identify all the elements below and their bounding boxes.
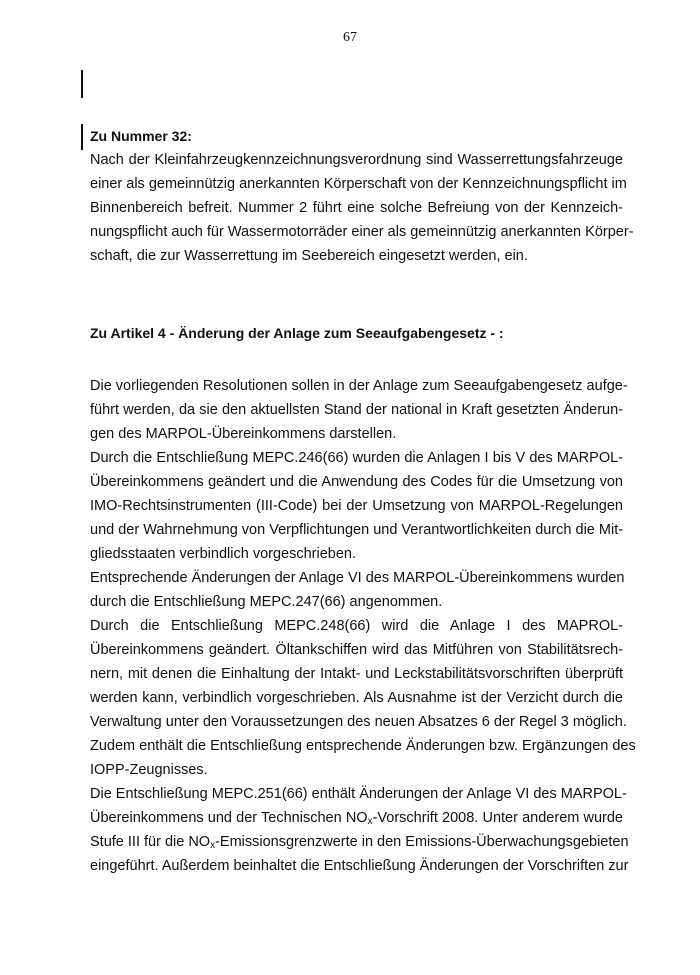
body-line: durch die Entschließung MEPC.247(66) angenommen. xyxy=(90,594,443,610)
body-line: Durch die Entschließung MEPC.248(66) wird die Anlage I des MAPROL- xyxy=(90,618,623,634)
text-run: -Vorschrift 2008. Unter anderem wurde xyxy=(372,810,623,826)
section-artikel-4 xyxy=(90,321,636,878)
body-line: nungspflicht auch für Wassermotorräder einer als gemeinnützig anerkannten Körper- xyxy=(90,224,634,240)
body-line: Nach der Kleinfahrzeugkennzeichnungsverordnung sind Wasserrettungsfahrzeuge xyxy=(90,152,623,168)
body-line: Übereinkommens geändert. Öltankschiffen wird das Mitführen von Stabilitätsrech- xyxy=(90,642,623,658)
document-body xyxy=(90,124,636,878)
body-line: IMO-Rechtsinstrumenten (III-Code) bei der Umsetzung von MARPOL-Regelungen xyxy=(90,498,623,514)
change-bar-heading xyxy=(81,124,83,150)
body-line: und der Wahrnehmung von Verpflichtungen und Verantwortlichkeiten durch die Mit- xyxy=(90,522,624,538)
body-line: Verwaltung unter den Voraussetzungen des neuen Absatzes 6 der Regel 3 möglich. xyxy=(90,714,627,730)
paragraph xyxy=(90,374,628,446)
body-line: führt werden, da sie den aktuellsten Stand der national in Kraft gesetzten Änderun- xyxy=(90,402,623,418)
body-line: Die Entschließung MEPC.251(66) enthält Änderungen der Anlage VI des MARPOL- xyxy=(90,786,627,802)
body-line: gliedsstaaten verbindlich vorgeschrieben. xyxy=(90,546,356,562)
body-line: werden kann, verbindlich vorgeschrieben. Als Ausnahme ist der Verzicht durch die xyxy=(90,690,623,706)
body-line: Die vorliegenden Resolutionen sollen in der Anlage zum Seeaufgabengesetz aufge- xyxy=(90,378,628,394)
change-bar-top xyxy=(81,70,83,98)
section-heading-nummer-32: Zu Nummer 32: xyxy=(90,128,192,144)
body-line xyxy=(90,830,629,854)
body-line: nern, mit denen die Einhaltung der Intakt- und Leckstabilitätsvorschriften überprüft xyxy=(90,666,623,682)
body-line: Übereinkommens geändert und die Anwendung des Codes für die Umsetzung von xyxy=(90,474,623,490)
paragraph xyxy=(90,446,623,566)
text-run: -Emissionsgrenzwerte in den Emissions-Überwachungsgebieten xyxy=(215,834,629,850)
body-line: eingeführt. Außerdem beinhaltet die Entschließung Änderungen der Vorschriften zur xyxy=(90,858,629,874)
section-nummer-32 xyxy=(90,124,634,268)
body-line: Zudem enthält die Entschließung entsprechende Änderungen bzw. Ergänzungen des xyxy=(90,738,636,754)
paragraph xyxy=(90,614,636,782)
text-run: Übereinkommens und der Technischen NO xyxy=(90,810,368,826)
body-line: schaft, die zur Wasserrettung im Seebereich eingesetzt werden, ein. xyxy=(90,248,528,264)
body-line: einer als gemeinnützig anerkannten Körperschaft von der Kennzeichnungspflicht im xyxy=(90,176,627,192)
subscript-x: x xyxy=(367,816,373,827)
section-heading-artikel-4: Zu Artikel 4 - Änderung der Anlage zum Seeaufgabengesetz - : xyxy=(90,325,504,341)
body-line: IOPP-Zeugnisses. xyxy=(90,762,208,778)
page-number: 67 xyxy=(343,30,357,45)
text-run: Stufe III für die NO xyxy=(90,834,211,850)
body-line: Durch die Entschließung MEPC.246(66) wurden die Anlagen I bis V des MARPOL- xyxy=(90,450,623,466)
body-line: Binnenbereich befreit. Nummer 2 führt eine solche Befreiung von der Kennzeich- xyxy=(90,200,623,216)
paragraph xyxy=(90,782,629,878)
body-line: gen des MARPOL-Übereinkommens darstellen. xyxy=(90,426,397,442)
subscript-x: x xyxy=(210,840,216,851)
body-line xyxy=(90,806,623,830)
paragraph xyxy=(90,566,623,614)
body-line: Entsprechende Änderungen der Anlage VI des MARPOL-Übereinkommens wurden xyxy=(90,570,625,586)
